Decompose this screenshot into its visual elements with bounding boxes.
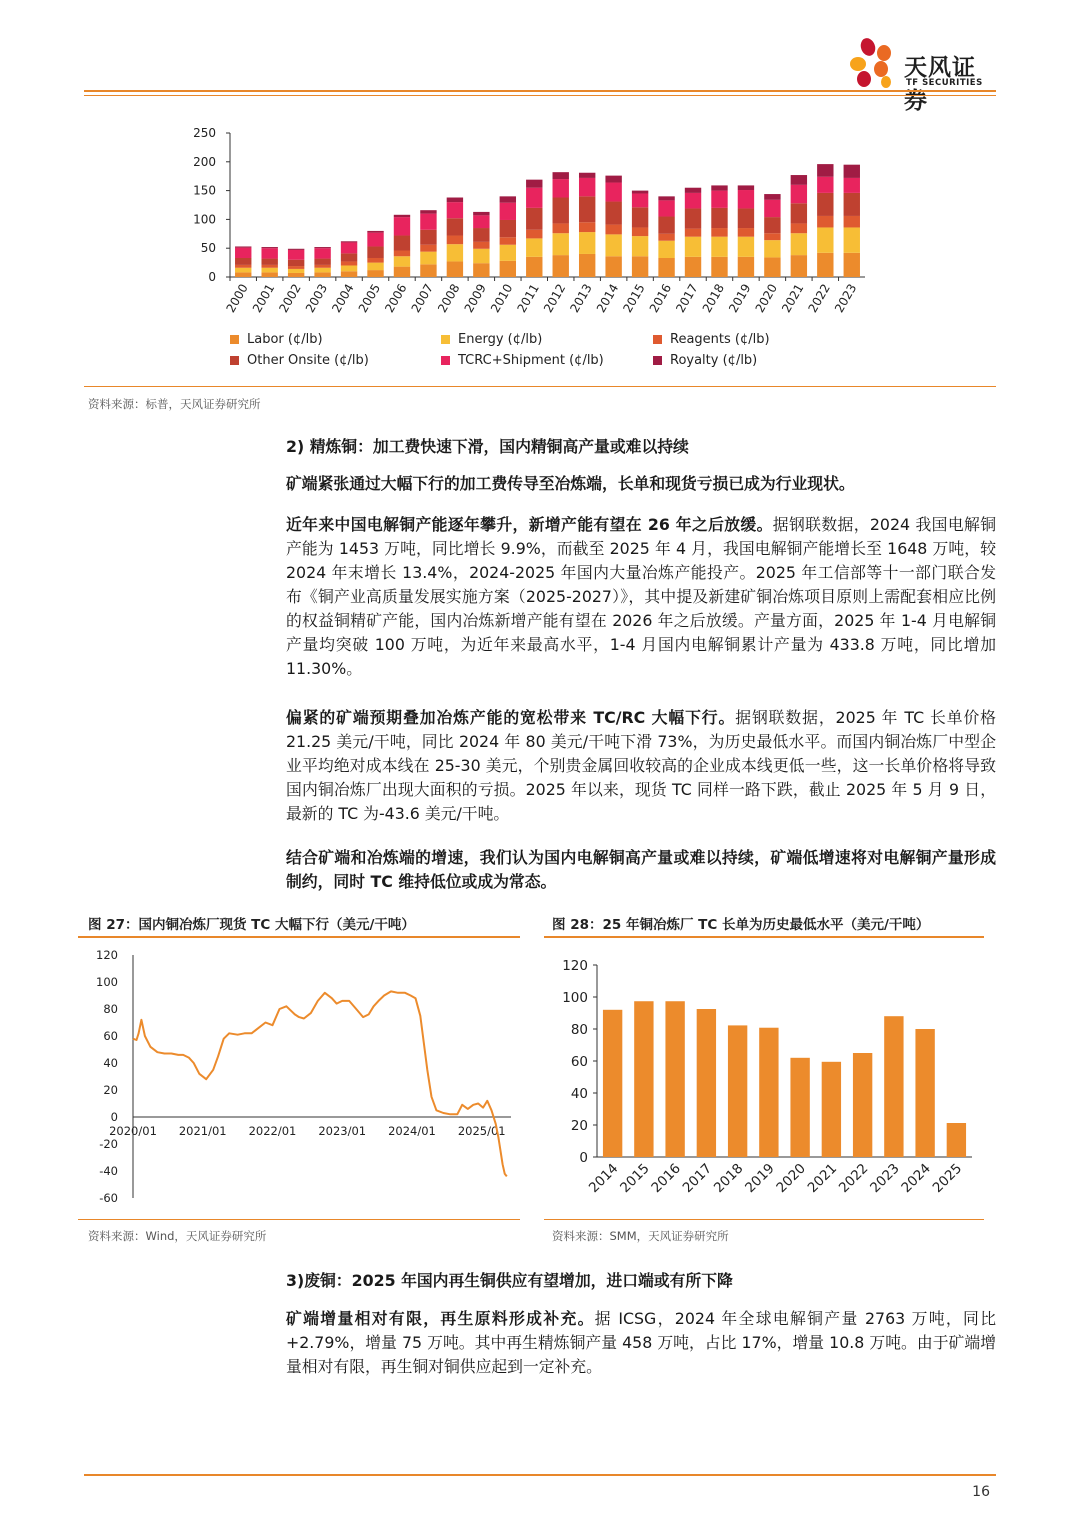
y-tick-label: 250 <box>193 126 216 140</box>
legend-label: Labor (¢/lb) <box>247 332 323 347</box>
x-tick-label: 2021 <box>804 1160 841 1197</box>
bar-segment <box>447 218 463 235</box>
bar-segment <box>235 246 251 247</box>
bar-segment <box>261 272 277 277</box>
bar-segment <box>526 257 542 277</box>
bar-segment <box>420 264 436 277</box>
bar-segment <box>261 248 277 258</box>
y-tick-label: 0 <box>579 1150 588 1166</box>
bar-segment <box>632 227 648 236</box>
bar-segment <box>314 247 330 248</box>
bar-segment <box>817 177 833 193</box>
x-tick-label: 2007 <box>408 281 437 315</box>
bar-segment <box>844 193 860 216</box>
chart26-bottom-rule <box>84 386 996 387</box>
bar-segment <box>261 247 277 248</box>
bar-segment <box>605 256 621 277</box>
bar-segment <box>817 164 833 177</box>
bar-segment <box>658 217 674 234</box>
x-tick-label: 2002 <box>276 281 304 315</box>
fig28-title-rule <box>544 936 984 938</box>
x-tick-label: 2020 <box>773 1160 809 1197</box>
fig27-bottom-rule <box>78 1219 520 1220</box>
tc-bar <box>884 1016 903 1157</box>
y-tick-label: 80 <box>103 1002 118 1016</box>
bar-segment <box>579 254 595 277</box>
bar-segment <box>420 252 436 265</box>
bar-segment <box>844 165 860 178</box>
bar-segment <box>579 178 595 196</box>
bar-segment <box>420 210 436 213</box>
bar-segment <box>738 190 754 208</box>
x-tick-label: 2016 <box>646 281 675 315</box>
x-tick-label: 2017 <box>673 281 701 315</box>
bar-segment <box>764 200 780 217</box>
bar-segment <box>632 207 648 227</box>
section2-paragraph-2 <box>286 513 996 681</box>
bar-segment <box>791 233 807 255</box>
para2-body: 据钢联数据，2024 我国电解铜产能为 1453 万吨，同比增长 9.9%，而截至 2025 年 4 月，我国电解铜产能增长至 1648 万吨，较 2024 年末增长 13.4%，2024-2025 年国内大量冶炼产能投产。2025 年工信部等十一部门联合发布《铜产业高质量发展实施方案（2025-2027）》，其中提及新建矿铜冶炼项目原则上需配套相应比例的权益铜精矿产能，国内冶炼新增产能有望在 2026 年之后放缓。产量方面，2025 年 1-4 月电解铜产量均突破 100 万吨，为近年来最高水平，1-4 月国内电解铜累计产量为 433.8 万吨，同比增加 11.30%。 <box>286 515 996 678</box>
x-tick-label: 2005 <box>355 281 384 315</box>
bar-segment <box>791 175 807 185</box>
bar-segment <box>711 237 727 257</box>
bar-segment <box>632 191 648 194</box>
bar-segment <box>235 268 251 273</box>
tc-bar <box>759 1028 778 1157</box>
bar-segment <box>420 245 436 252</box>
x-tick-label: 2023/01 <box>318 1124 367 1138</box>
x-tick-label: 2014 <box>593 281 622 315</box>
section3-paragraph-1 <box>286 1307 996 1379</box>
bar-segment <box>341 265 357 271</box>
bar-segment <box>500 245 516 261</box>
legend-label: Royalty (¢/lb) <box>670 353 758 368</box>
bar-segment <box>553 233 569 255</box>
bar-segment <box>685 188 701 193</box>
bar-segment <box>658 258 674 277</box>
x-tick-label: 2020 <box>752 281 780 315</box>
legend-swatch <box>441 335 450 344</box>
bar-segment <box>844 178 860 193</box>
y-tick-label: -60 <box>99 1191 118 1205</box>
bar-segment <box>711 185 727 190</box>
legend-swatch <box>441 356 450 365</box>
para3-body: 据钢联数据，2025 年 TC 长单价格 21.25 美元/干吨，同比 2024 年 80 美元/干吨下滑 73%，为历史最低水平。而国内铜冶炼厂中型企业平均绝对成本线在 25-30 美元，个别贵金属回收较高的企业成本线更低一些，这一长单价格将导致国内铜冶炼厂出现大面积的亏损。2025 年以来，现货 TC 同样一路下跌，截止 2025 年 5 月 9 日，最新的 TC 为-43.6 美元/干吨。 <box>286 708 996 823</box>
bar-segment <box>341 253 357 261</box>
bar-segment <box>394 256 410 266</box>
header-logo <box>848 36 998 114</box>
bar-segment <box>473 242 489 249</box>
bar-segment <box>579 196 595 222</box>
y-tick-label: 40 <box>103 1056 118 1070</box>
para1-text: 矿端紧张通过大幅下行的加工费传导至冶炼端，长单和现货亏损已成为行业现状。 <box>286 474 855 493</box>
bar-segment <box>764 194 780 200</box>
bar-segment <box>394 251 410 257</box>
bar-segment <box>632 193 648 207</box>
tc-bar <box>853 1053 872 1157</box>
bar-segment <box>605 176 621 183</box>
bar-segment <box>261 265 277 268</box>
bar-segment <box>367 263 383 270</box>
bar-segment <box>553 223 569 233</box>
bar-segment <box>791 223 807 233</box>
bar-segment <box>500 237 516 244</box>
bar-segment <box>235 248 251 258</box>
legend-item-tcrc <box>441 353 604 368</box>
legend-item-other-onsite <box>230 353 369 368</box>
brand-name-cn: 天风证券 <box>904 55 976 114</box>
x-tick-label: 2015 <box>617 1160 653 1197</box>
bar-segment <box>764 233 780 240</box>
footer-rule <box>84 1474 996 1476</box>
bar-segment <box>526 180 542 188</box>
x-tick-label: 2014 <box>585 1160 622 1197</box>
legend-label: Energy (¢/lb) <box>458 332 543 347</box>
flower-logo-icon <box>848 36 898 90</box>
bar-segment <box>288 260 304 266</box>
x-tick-label: 2020/01 <box>109 1124 157 1138</box>
bar-segment <box>817 227 833 252</box>
bar-segment <box>764 217 780 233</box>
para3-lead: 偏紧的矿端预期叠加冶炼产能的宽松带来 TC/RC 大幅下行。 <box>286 708 736 727</box>
bar-segment <box>685 229 701 237</box>
y-tick-label: 0 <box>208 270 216 284</box>
bar-segment <box>367 233 383 247</box>
tc-bar <box>790 1058 809 1157</box>
bar-segment <box>420 214 436 230</box>
x-tick-label: 2018 <box>699 281 728 315</box>
spot-tc-line-chart <box>88 944 520 1214</box>
legend-swatch <box>653 335 662 344</box>
bar-segment <box>261 268 277 273</box>
x-tick-label: 2025 <box>929 1160 966 1197</box>
bar-segment <box>367 246 383 258</box>
x-tick-label: 2013 <box>567 281 595 315</box>
x-tick-label: 2025/01 <box>457 1124 506 1138</box>
bar-segment <box>235 265 251 268</box>
fig27-title-rule <box>78 936 520 938</box>
fig27-source: 资料来源：Wind，天风证券研究所 <box>88 1229 267 1243</box>
bar-segment <box>685 257 701 277</box>
bar-segment <box>553 255 569 277</box>
tc-bar <box>947 1123 966 1157</box>
bar-segment <box>420 230 436 245</box>
y-tick-label: 80 <box>570 1022 588 1038</box>
bar-segment <box>844 227 860 252</box>
bar-segment <box>605 225 621 235</box>
bar-segment <box>314 268 330 273</box>
cost-stacked-bar-chart <box>180 118 880 328</box>
x-tick-label: 2016 <box>648 1160 684 1197</box>
bar-segment <box>844 216 860 228</box>
bar-segment <box>394 217 410 235</box>
bar-segment <box>314 259 330 265</box>
bar-segment <box>658 234 674 241</box>
bar-segment <box>394 267 410 277</box>
bar-segment <box>394 236 410 251</box>
bar-segment <box>473 263 489 277</box>
sec3-body: 据 ICSG，2024 年全球电解铜产量 2763 万吨，同比+2.79%，增量 75 万吨。其中再生精炼铜产量 458 万吨，占比 17%，增量 10.8 万吨。由于矿端增量相对有限，再生铜对铜供应起到一定补充。 <box>286 1309 996 1376</box>
x-tick-label: 2008 <box>435 281 463 315</box>
x-tick-label: 2001 <box>249 281 278 315</box>
bar-segment <box>791 185 807 203</box>
bar-segment <box>632 236 648 256</box>
y-tick-label: 100 <box>562 990 588 1006</box>
x-tick-label: 2022 <box>835 1160 872 1197</box>
bar-segment <box>367 258 383 263</box>
brand-name-en: TF SECURITIES <box>906 78 983 88</box>
bar-segment <box>235 272 251 277</box>
tc-bar <box>697 1009 716 1157</box>
bar-segment <box>605 234 621 256</box>
legend-label: TCRC+Shipment (¢/lb) <box>458 353 604 368</box>
x-tick-label: 2010 <box>488 281 516 315</box>
bar-segment <box>685 208 701 228</box>
bar-segment <box>473 249 489 263</box>
bar-segment <box>738 228 754 237</box>
bar-segment <box>553 179 569 197</box>
bar-segment <box>367 231 383 233</box>
y-tick-label: 60 <box>103 1029 118 1043</box>
header-rule <box>84 90 996 92</box>
section3-heading: 3)废铜：2025 年国内再生铜供应有望增加，进口端或有所下降 <box>286 1271 733 1290</box>
bar-segment <box>288 266 304 269</box>
section2-heading: 2) 精炼铜：加工费快速下滑，国内精铜高产量或难以持续 <box>286 437 689 456</box>
x-tick-label: 2023 <box>831 281 860 315</box>
y-tick-label: 100 <box>193 212 216 227</box>
x-tick-label: 2019 <box>726 281 754 315</box>
x-tick-label: 2017 <box>679 1160 716 1197</box>
bar-segment <box>526 230 542 239</box>
x-tick-label: 2003 <box>302 281 331 315</box>
tc-bar <box>915 1029 934 1157</box>
bar-segment <box>473 228 489 242</box>
section2-paragraph-3 <box>286 706 996 826</box>
bar-segment <box>500 203 516 220</box>
bar-segment <box>685 237 701 257</box>
bar-segment <box>738 257 754 277</box>
x-tick-label: 2006 <box>382 281 410 315</box>
y-tick-label: 40 <box>570 1086 588 1102</box>
x-tick-label: 2022/01 <box>248 1124 297 1138</box>
bar-segment <box>738 185 754 190</box>
bar-segment <box>288 273 304 277</box>
y-tick-label: 150 <box>193 183 216 198</box>
bar-segment <box>711 191 727 208</box>
x-tick-label: 2023 <box>867 1160 903 1197</box>
bar-segment <box>341 271 357 277</box>
legend-item-labor <box>230 332 323 347</box>
bar-segment <box>447 236 463 245</box>
bar-segment <box>447 198 463 203</box>
legend-label: Other Onsite (¢/lb) <box>247 353 369 368</box>
tc-bar <box>603 1010 622 1157</box>
y-tick-label: -20 <box>99 1137 118 1151</box>
bar-segment <box>526 208 542 230</box>
legend-swatch <box>230 335 239 344</box>
legend-item-royalty <box>653 353 757 368</box>
bar-segment <box>473 212 489 215</box>
sec3-lead: 矿端增量相对有限，再生原料形成补充。 <box>286 1309 595 1328</box>
bar-segment <box>817 253 833 277</box>
bar-segment <box>553 172 569 179</box>
y-tick-label: 20 <box>103 1083 118 1097</box>
page-number: 16 <box>972 1484 990 1500</box>
tc-bar <box>665 1001 684 1157</box>
y-tick-label: 50 <box>200 241 216 256</box>
bar-segment <box>314 265 330 268</box>
x-tick-label: 2021/01 <box>178 1124 227 1138</box>
fig27-title: 图 27：国内铜冶炼厂现货 TC 大幅下行（美元/干吨） <box>88 917 415 933</box>
bar-segment <box>764 240 780 257</box>
bar-segment <box>261 259 277 265</box>
bar-segment <box>367 270 383 277</box>
bar-segment <box>314 248 330 258</box>
para4-text: 结合矿端和冶炼端的增速，我们认为国内电解铜高产量或难以持续，矿端低增速将对电解铜产量形成制约，同时 TC 维持低位或成为常态。 <box>286 848 996 891</box>
bar-segment <box>738 208 754 228</box>
bar-segment <box>817 216 833 228</box>
x-tick-label: 2021 <box>779 281 807 315</box>
x-tick-label: 2018 <box>710 1160 747 1197</box>
tc-bar <box>822 1062 841 1157</box>
y-tick-label: 120 <box>96 948 118 962</box>
bar-segment <box>500 261 516 277</box>
bar-segment <box>341 241 357 242</box>
tc-series-line <box>133 991 507 1176</box>
y-tick-label: 100 <box>96 975 118 989</box>
x-tick-label: 2015 <box>620 281 648 315</box>
x-tick-label: 2012 <box>540 281 569 315</box>
fig28-bottom-rule <box>544 1219 984 1220</box>
y-tick-label: -40 <box>99 1164 118 1178</box>
x-tick-label: 2024/01 <box>388 1124 436 1138</box>
fig28-source: 资料来源：SMM，天风证券研究所 <box>552 1229 729 1243</box>
legend-label: Reagents (¢/lb) <box>670 332 770 347</box>
bar-segment <box>791 255 807 277</box>
section2-paragraph-4 <box>286 846 996 894</box>
bar-segment <box>288 249 304 250</box>
bar-segment <box>658 196 674 200</box>
y-tick-label: 120 <box>562 958 588 974</box>
bar-segment <box>764 257 780 277</box>
header-rule-thin <box>84 95 996 96</box>
bar-segment <box>685 193 701 209</box>
bar-segment <box>711 257 727 277</box>
bar-segment <box>447 202 463 218</box>
bar-segment <box>526 188 542 208</box>
tc-bar <box>728 1025 747 1157</box>
bar-segment <box>791 203 807 223</box>
x-tick-label: 2000 <box>223 281 251 315</box>
bar-segment <box>526 238 542 256</box>
tc-bar <box>634 1001 653 1157</box>
x-tick-label: 2004 <box>329 281 357 315</box>
bar-segment <box>579 232 595 254</box>
bar-segment <box>553 198 569 224</box>
y-tick-label: 0 <box>110 1110 118 1124</box>
x-tick-label: 2011 <box>514 281 542 315</box>
bar-segment <box>844 253 860 277</box>
bar-segment <box>447 261 463 277</box>
y-tick-label: 60 <box>570 1054 588 1070</box>
bar-segment <box>738 237 754 257</box>
bar-segment <box>235 258 251 265</box>
bar-segment <box>579 173 595 178</box>
bar-segment <box>473 215 489 228</box>
bar-segment <box>288 269 304 273</box>
x-tick-label: 2024 <box>898 1160 934 1197</box>
x-tick-label: 2022 <box>805 281 833 315</box>
long-term-tc-bar-chart <box>550 944 984 1216</box>
bar-segment <box>500 220 516 237</box>
bar-segment <box>447 244 463 261</box>
bar-segment <box>711 208 727 228</box>
fig28-title: 图 28：25 年铜冶炼厂 TC 长单为历史最低水平（美元/干吨） <box>552 917 930 933</box>
x-tick-label: 2009 <box>461 281 489 315</box>
legend-item-energy <box>441 332 542 347</box>
bar-segment <box>605 183 621 202</box>
bar-segment <box>394 215 410 217</box>
legend-item-reagents <box>653 332 770 347</box>
bar-segment <box>288 250 304 260</box>
y-tick-label: 20 <box>570 1118 588 1134</box>
x-tick-label: 2019 <box>742 1160 778 1197</box>
bar-segment <box>605 202 621 225</box>
bar-segment <box>314 272 330 277</box>
bar-segment <box>341 261 357 265</box>
bar-segment <box>500 196 516 202</box>
bar-segment <box>632 256 648 277</box>
bar-segment <box>817 193 833 216</box>
legend-swatch <box>230 356 239 365</box>
section2-paragraph-1 <box>286 472 996 496</box>
legend-swatch <box>653 356 662 365</box>
bar-segment <box>341 242 357 253</box>
chart26-source: 资料来源：标普，天风证券研究所 <box>88 397 261 411</box>
bar-segment <box>579 222 595 232</box>
y-tick-label: 200 <box>193 154 216 169</box>
bar-segment <box>658 200 674 216</box>
bar-segment <box>658 241 674 258</box>
bar-segment <box>711 228 727 237</box>
para2-lead: 近年来中国电解铜产能逐年攀升，新增产能有望在 26 年之后放缓。 <box>286 515 773 534</box>
